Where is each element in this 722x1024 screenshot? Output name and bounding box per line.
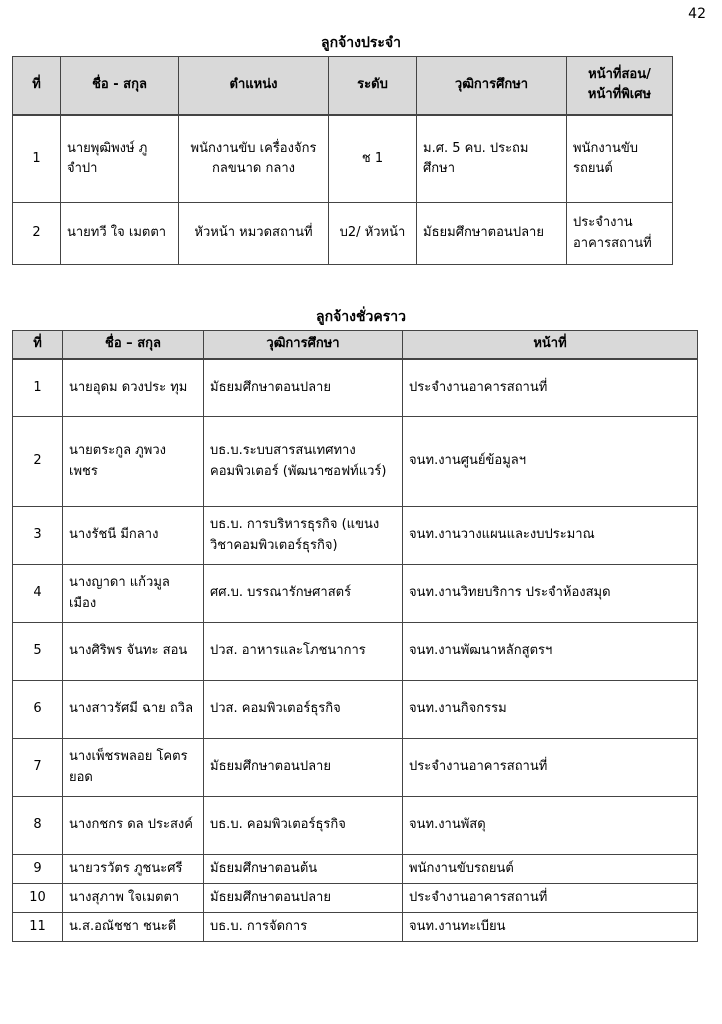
cell-no: 3 — [13, 507, 63, 565]
cell-name: นายพุฒิพงษ์ ภู จำปา — [61, 115, 179, 203]
cell-no: 5 — [13, 623, 63, 681]
table-row — [13, 359, 698, 417]
table-row — [13, 417, 698, 507]
cell-name: นายตระกูล ภูพวง เพชร — [63, 417, 204, 507]
cell-education: มัธยมศึกษาตอนปลาย — [204, 884, 403, 913]
cell-position: พนักงานขับ เครื่องจักรกลขนาด กลาง — [179, 115, 329, 203]
cell-duty: พนักงานขับ รถยนต์ — [567, 115, 673, 203]
cell-position: หัวหน้า หมวดสถานที่ — [179, 203, 329, 265]
cell-education: บธ.บ. การจัดการ — [204, 913, 403, 942]
cell-duty: จนท.งานวางแผนและงบประมาณ — [403, 507, 698, 565]
table-row — [13, 681, 698, 739]
table-row — [13, 565, 698, 623]
cell-name: นายทวี ใจ เมตตา — [61, 203, 179, 265]
cell-name: นางกชกร ดล ประสงค์ — [63, 797, 204, 855]
cell-education: บธ.บ. คอมพิวเตอร์ธุรกิจ — [204, 797, 403, 855]
table-row — [13, 115, 673, 203]
cell-duty: จนท.งานทะเบียน — [403, 913, 698, 942]
temporary-staff-table — [12, 330, 698, 942]
table-row — [13, 623, 698, 681]
table-row — [13, 855, 698, 884]
cell-education: มัธยมศึกษาตอนปลาย — [204, 739, 403, 797]
cell-education: มัธยมศึกษาตอนต้น — [204, 855, 403, 884]
col-header-name: ชื่อ – สกุล — [63, 331, 204, 359]
cell-education: ปวส. อาหารและโภชนาการ — [204, 623, 403, 681]
cell-no: 7 — [13, 739, 63, 797]
cell-no: 1 — [13, 359, 63, 417]
cell-no: 2 — [13, 203, 61, 265]
cell-name: นางญาดา แก้วมูล เมือง — [63, 565, 204, 623]
cell-name: นางรัชนี มีกลาง — [63, 507, 204, 565]
cell-name: นายวรวัตร ภูชนะศรี — [63, 855, 204, 884]
cell-duty: ประจำงานอาคารสถานที่ — [403, 884, 698, 913]
cell-level: ช 1 — [329, 115, 417, 203]
col-header-duty: หน้าที่สอน/ หน้าที่พิเศษ — [567, 57, 673, 115]
table-row — [13, 797, 698, 855]
col-header-no: ที่ — [13, 57, 61, 115]
cell-education: มัธยมศึกษาตอนปลาย — [417, 203, 567, 265]
table-row — [13, 884, 698, 913]
cell-no: 6 — [13, 681, 63, 739]
col-header-no: ที่ — [13, 331, 63, 359]
page-number: 42 — [688, 6, 706, 22]
cell-duty: จนท.งานวิทยบริการ ประจำห้องสมุด — [403, 565, 698, 623]
table-row — [13, 203, 673, 265]
cell-duty: ประจำงาน อาคารสถานที่ — [567, 203, 673, 265]
cell-duty: ประจำงานอาคารสถานที่ — [403, 359, 698, 417]
cell-education: มัธยมศึกษาตอนปลาย — [204, 359, 403, 417]
permanent-staff-table — [12, 56, 673, 265]
cell-education: บธ.บ.ระบบสารสนเทศทาง คอมพิวเตอร์ (พัฒนาซอฟท์แวร์) — [204, 417, 403, 507]
cell-no: 4 — [13, 565, 63, 623]
cell-no: 1 — [13, 115, 61, 203]
col-header-education: วุฒิการศึกษา — [204, 331, 403, 359]
cell-no: 10 — [13, 884, 63, 913]
col-header-education: วุฒิการศึกษา — [417, 57, 567, 115]
cell-no: 11 — [13, 913, 63, 942]
cell-no: 9 — [13, 855, 63, 884]
table-row — [13, 739, 698, 797]
col-header-duty: หน้าที่ — [403, 331, 698, 359]
cell-education: บธ.บ. การบริหารธุรกิจ (แขนงวิชาคอมพิวเตอร์ธุรกิจ) — [204, 507, 403, 565]
table-row — [13, 913, 698, 942]
cell-duty: พนักงานขับรถยนต์ — [403, 855, 698, 884]
cell-name: นางเพ็ชรพลอย โคตรยอด — [63, 739, 204, 797]
cell-name: นางสุภาพ ใจเมตตา — [63, 884, 204, 913]
cell-name: นางสาวรัศมี ฉาย ถวิล — [63, 681, 204, 739]
table-row — [13, 507, 698, 565]
cell-name: นายอุดม ดวงประ ทุม — [63, 359, 204, 417]
col-header-position: ตำแหน่ง — [179, 57, 329, 115]
cell-duty: จนท.งานศูนย์ข้อมูลฯ — [403, 417, 698, 507]
table-header-row — [13, 331, 698, 359]
cell-name: นางศิริพร จันทะ สอน — [63, 623, 204, 681]
permanent-staff-title: ลูกจ้างประจำ — [321, 35, 401, 51]
cell-name: น.ส.อณัชชา ชนะดี — [63, 913, 204, 942]
cell-education: ปวส. คอมพิวเตอร์ธุรกิจ — [204, 681, 403, 739]
cell-duty: จนท.งานพัฒนาหลักสูตรฯ — [403, 623, 698, 681]
col-header-name: ชื่อ - สกุล — [61, 57, 179, 115]
col-header-level: ระดับ — [329, 57, 417, 115]
cell-duty: จนท.งานกิจกรรม — [403, 681, 698, 739]
cell-duty: จนท.งานพัสดุ — [403, 797, 698, 855]
cell-no: 8 — [13, 797, 63, 855]
cell-no: 2 — [13, 417, 63, 507]
cell-education: ศศ.บ. บรรณารักษศาสตร์ — [204, 565, 403, 623]
cell-education: ม.ศ. 5 คบ. ประถมศึกษา — [417, 115, 567, 203]
cell-level: บ2/ หัวหน้า — [329, 203, 417, 265]
table-header-row — [13, 57, 673, 115]
cell-duty: ประจำงานอาคารสถานที่ — [403, 739, 698, 797]
temporary-staff-title: ลูกจ้างชั่วคราว — [316, 309, 406, 325]
